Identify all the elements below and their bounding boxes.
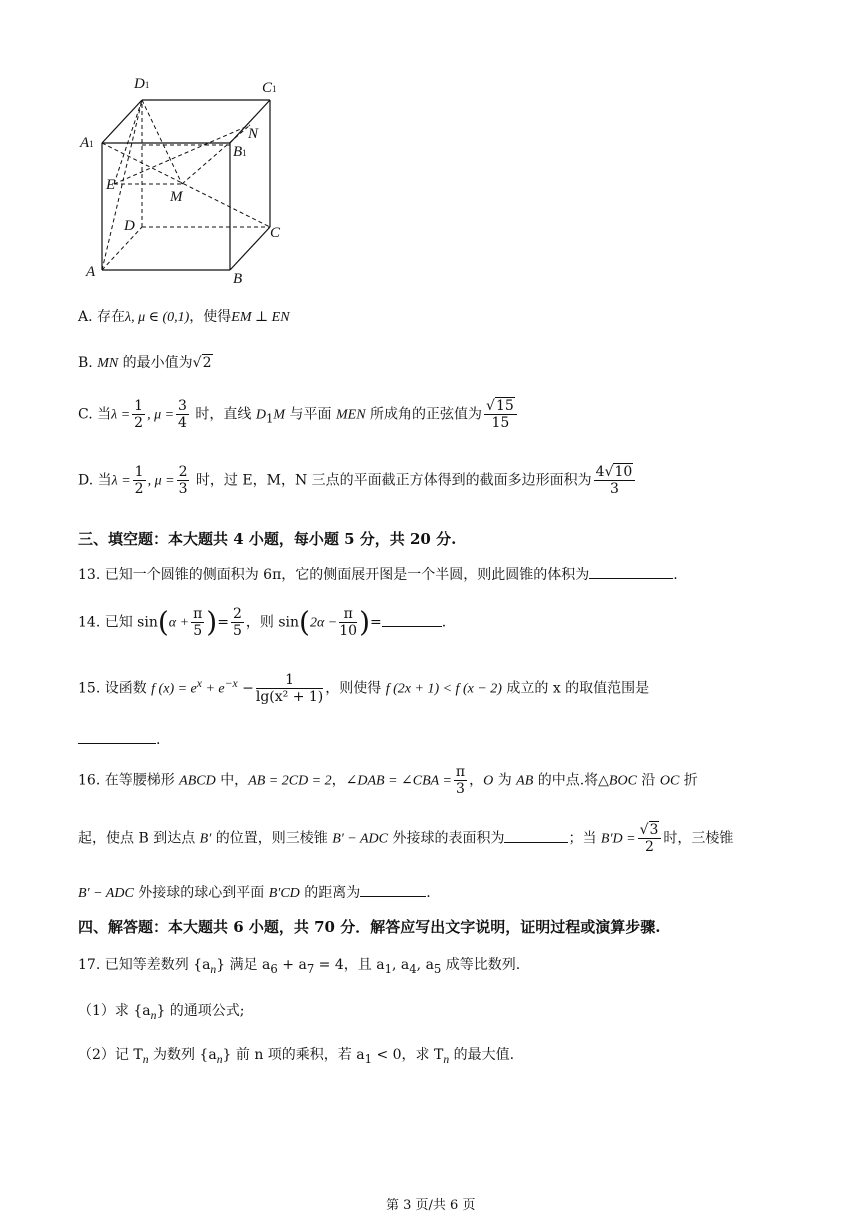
section-4-title: 四、解答题：本大题共 6 小题，共 70 分．解答应写出文字说明，证明过程或演算步骤. (78, 918, 661, 936)
question-16-line1: 16. 在等腰梯形 ABCD 中，AB = 2CD = 2，∠DAB = ∠CBA = $\frac{\pi}{3}$ ，O 为 AB 的中点.将△BOC 沿 OC 折 (78, 764, 698, 797)
label-C: C (270, 225, 281, 241)
option-d: D. 当λ = $\frac{1}{2}$ , μ = $\frac{2}{3}$ 时，过 E，M，N 三点的平面截正方体得到的截面多边形面积为 $\frac{4√10}{3}$ (78, 464, 637, 497)
label-M: M (170, 189, 183, 205)
label-N: N (248, 126, 259, 142)
label-B: B (233, 271, 243, 287)
question-16-line2: 起，使点 B 到达点 B′ 的位置，则三棱锥 B′ − ADC 外接球的表面积为 ；当 B′D = $\frac{√3}{2}$ 时，三棱锥 (78, 822, 734, 855)
question-17-part2: （2）记 $T_n$ 为数列 $\{a_n\}$ 前 n 项的乘积，若 $a_1 < 0$，求 $T_n$ 的最大值. (78, 1047, 515, 1066)
question-16-line3: B′ − ADC 外接球的球心到平面 B′CD 的距离为 . (78, 885, 431, 901)
option-a: A. 存在λ, μ ∈ (0,1)，使得EM ⊥ EN (78, 309, 290, 325)
option-c: C. 当λ = $\frac{1}{2}$ , μ = $\frac{3}{4}$ 时，直线 $D_1M$ 与平面 MEN 所成角的正弦值为 $\frac{√15}{15}$ (78, 398, 519, 431)
page-number: 第 3 页/共 6 页 (386, 1198, 476, 1213)
question-15: 15. 设函数 f $(x) = e^x + e^{-x}$ − $\frac{1}{\text{lg(x² + 1)}}$ ，则使得 f (2x + 1) < f (x − 2) 成立的 x 的取值范围是 (78, 672, 650, 705)
label-C1: C1 (262, 80, 277, 96)
option-b: B. MN 的最小值为√2 (78, 355, 212, 371)
question-15-blank: . (78, 732, 160, 748)
label-D: D (124, 218, 135, 234)
label-E: E (106, 177, 116, 193)
label-B1: B1 (233, 144, 247, 160)
cube-figure (70, 70, 310, 290)
question-14: 14. 已知 sin(α + $\frac{\pi}{5}$ )= $\frac{2}{5}$ ，则 sin(2α − $\frac{\pi}{10}$ )= . (78, 605, 447, 639)
question-13: 13. 已知一个圆锥的侧面积为 6π，它的侧面展开图是一个半圆，则此圆锥的体积为 . (78, 567, 678, 583)
section-3-title: 三、填空题：本大题共 4 小题，每小题 5 分，共 20 分. (78, 530, 457, 548)
label-D1: D1 (134, 76, 150, 92)
question-17: 17. 已知等差数列 $\{a_n\}$ 满足 $a_6 + a_7 = 4$，且 $a_1$, $a_4$, $a_5$ 成等比数列. (78, 957, 521, 976)
question-17-part1: （1）求 $\{a_n\}$ 的通项公式; (78, 1003, 245, 1022)
label-A: A (86, 264, 96, 280)
label-A1: A1 (80, 135, 94, 151)
